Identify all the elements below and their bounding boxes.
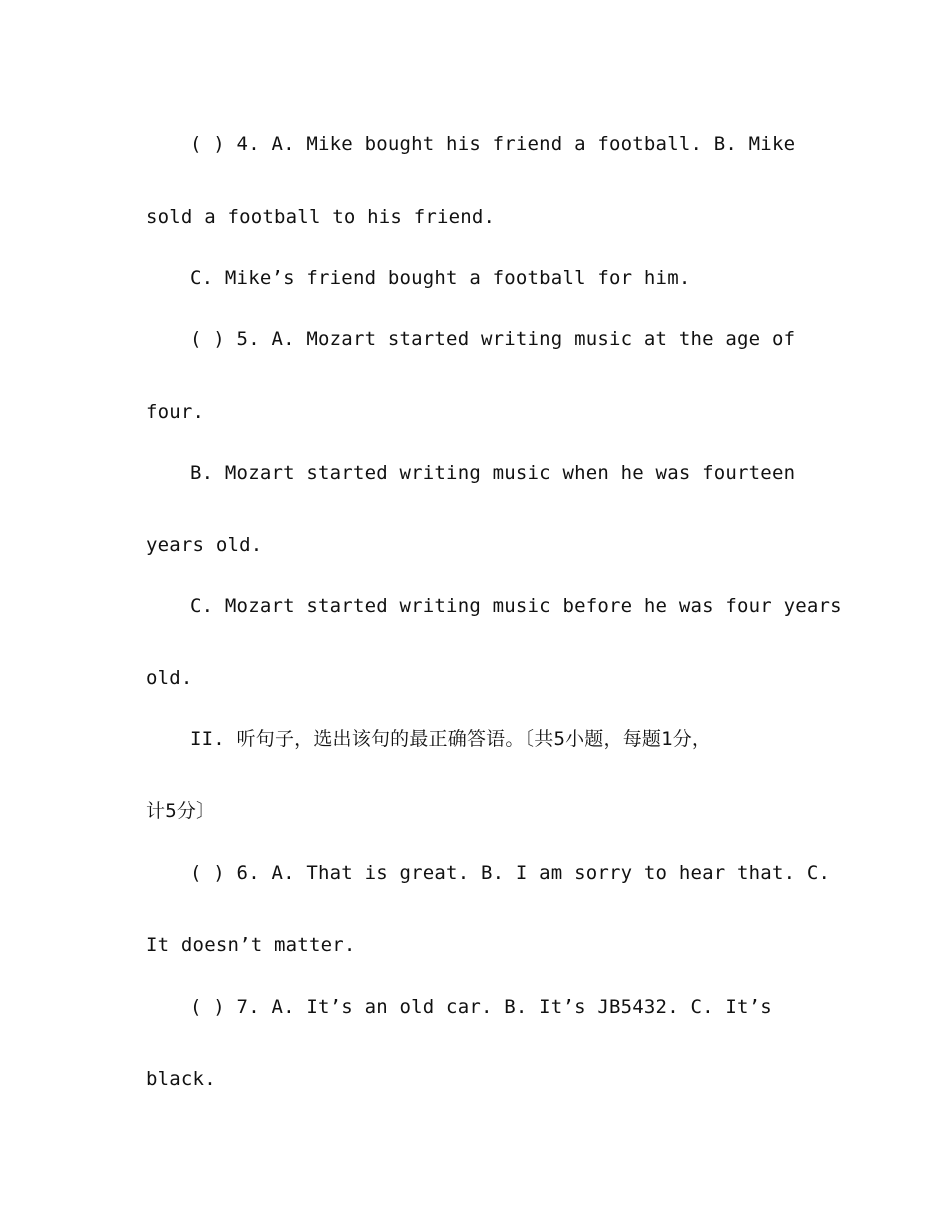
question-5-option-b-line-2: years old. <box>146 534 263 556</box>
question-5-option-c-line-1: C. Mozart started writing music before he was four years <box>190 595 842 617</box>
question-5-line-1: ( ) 5. A. Mozart started writing music at the age of <box>190 328 796 350</box>
question-4-line-1: ( ) 4. A. Mike bought his friend a football. B. Mike <box>190 133 796 155</box>
question-4-line-2: sold a football to his friend. <box>146 206 496 228</box>
section-ii-heading-line-2: 计5分〕 <box>146 800 216 822</box>
question-5-option-b-line-1: B. Mozart started writing music when he was fourteen <box>190 462 796 484</box>
question-6-line-1: ( ) 6. A. That is great. B. I am sorry to hear that. C. <box>190 862 831 884</box>
question-5-option-c-line-2: old. <box>146 667 193 689</box>
question-7-line-2: black. <box>146 1068 216 1090</box>
question-7-line-1: ( ) 7. A. It’s an old car. B. It’s JB5432. C. It’s <box>190 996 772 1018</box>
section-ii-heading-line-1: II. 听句子，选出该句的最正确答语。〔共5小题，每题1分， <box>190 728 712 750</box>
question-5-line-2: four. <box>146 401 205 423</box>
question-6-line-2: It doesn’t matter. <box>146 934 356 956</box>
question-4-option-c: C. Mike’s friend bought a football for him. <box>190 267 691 289</box>
